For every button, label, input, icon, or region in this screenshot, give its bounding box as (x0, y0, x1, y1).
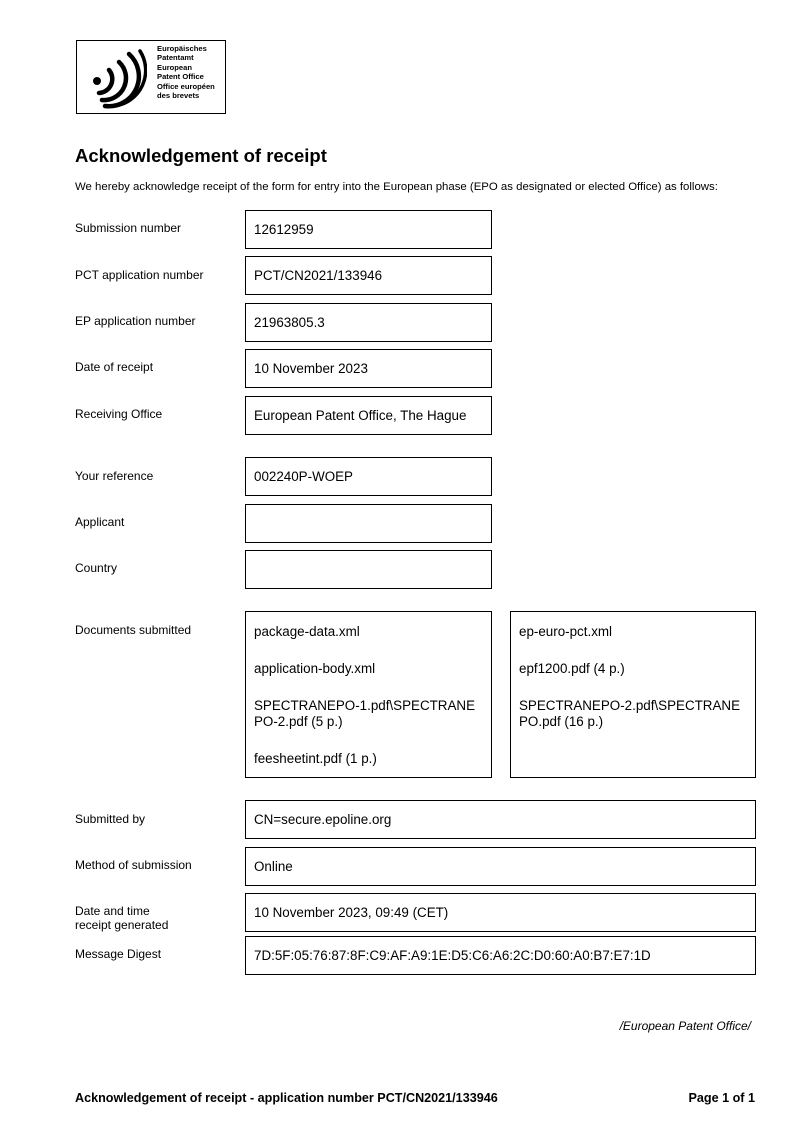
documents-list-left (245, 611, 492, 778)
footer-title: Acknowledgement of receipt - application number PCT/CN2021/133946 (75, 1091, 498, 1105)
pct-application-number-label: PCT application number (75, 268, 204, 282)
your-reference-value: 002240P-WOEP (254, 468, 353, 484)
ep-application-number-label: EP application number (75, 314, 196, 328)
date-of-receipt-field (245, 349, 492, 388)
logo-text-en: European Patent Office (157, 63, 204, 81)
submitted-by-value: CN=secure.epoline.org (254, 811, 392, 827)
epo-logo (76, 40, 226, 114)
submitted-by-label: Submitted by (75, 812, 146, 826)
submitted-by-field (245, 800, 756, 839)
ep-application-number-field (245, 303, 492, 342)
receiving-office-label: Receiving Office (75, 407, 163, 421)
date-of-receipt-label: Date of receipt (75, 360, 154, 374)
logo-text (157, 45, 215, 103)
country-field (245, 550, 492, 589)
logo-text-fr: Office européen des brevets (157, 82, 215, 100)
logo-text-de: Europäisches Patentamt (157, 44, 207, 62)
method-of-submission-field (245, 847, 756, 886)
document-item: ep-euro-pct.xml (519, 624, 613, 639)
document-item: application-body.xml (254, 661, 376, 676)
your-reference-field (245, 457, 492, 496)
date-time-generated-value: 10 November 2023, 09:49 (CET) (254, 904, 449, 920)
country-label: Country (75, 561, 118, 575)
ep-application-number-value: 21963805.3 (254, 314, 325, 330)
submission-number-value: 12612959 (254, 221, 314, 237)
document-item: feesheetint.pdf (1 p.) (254, 751, 377, 766)
your-reference-label: Your reference (75, 469, 154, 483)
applicant-label: Applicant (75, 515, 125, 529)
document-item: epf1200.pdf (4 p.) (519, 661, 625, 676)
page-number: Page 1 of 1 (688, 1091, 755, 1105)
pct-application-number-field (245, 256, 492, 295)
document-item: SPECTRANEPO-1.pdf\SPECTRANEPO-2.pdf (5 p.) (254, 698, 476, 729)
page-title: Acknowledgement of receipt (75, 145, 327, 166)
signature: /European Patent Office/ (619, 1019, 751, 1033)
documents-submitted-label: Documents submitted (75, 623, 192, 637)
submission-number-field (245, 210, 492, 249)
message-digest-label: Message Digest (75, 947, 162, 961)
document-item: package-data.xml (254, 624, 360, 639)
date-time-generated-label: Date and time receipt generated (75, 904, 169, 932)
message-digest-field (245, 936, 756, 975)
applicant-field (245, 504, 492, 543)
intro-text: We hereby acknowledge receipt of the form for entry into the European phase (EPO as designated or elected Office) as follows: (75, 181, 718, 193)
receiving-office-value: European Patent Office, The Hague (254, 407, 467, 423)
submission-number-label: Submission number (75, 221, 182, 235)
date-time-generated-field (245, 893, 756, 932)
pct-application-number-value: PCT/CN2021/133946 (254, 267, 383, 283)
epo-logo-mark-icon (85, 45, 147, 109)
method-of-submission-label: Method of submission (75, 858, 192, 872)
receiving-office-field (245, 396, 492, 435)
documents-list-right (510, 611, 756, 778)
method-of-submission-value: Online (254, 858, 293, 874)
message-digest-value: 7D:5F:05:76:87:8F:C9:AF:A9:1E:D5:C6:A6:2C:D0:60:A0:B7:E7:1D (254, 947, 651, 963)
date-of-receipt-value: 10 November 2023 (254, 360, 368, 376)
document-item: SPECTRANEPO-2.pdf\SPECTRANEPO.pdf (16 p.) (519, 698, 741, 729)
